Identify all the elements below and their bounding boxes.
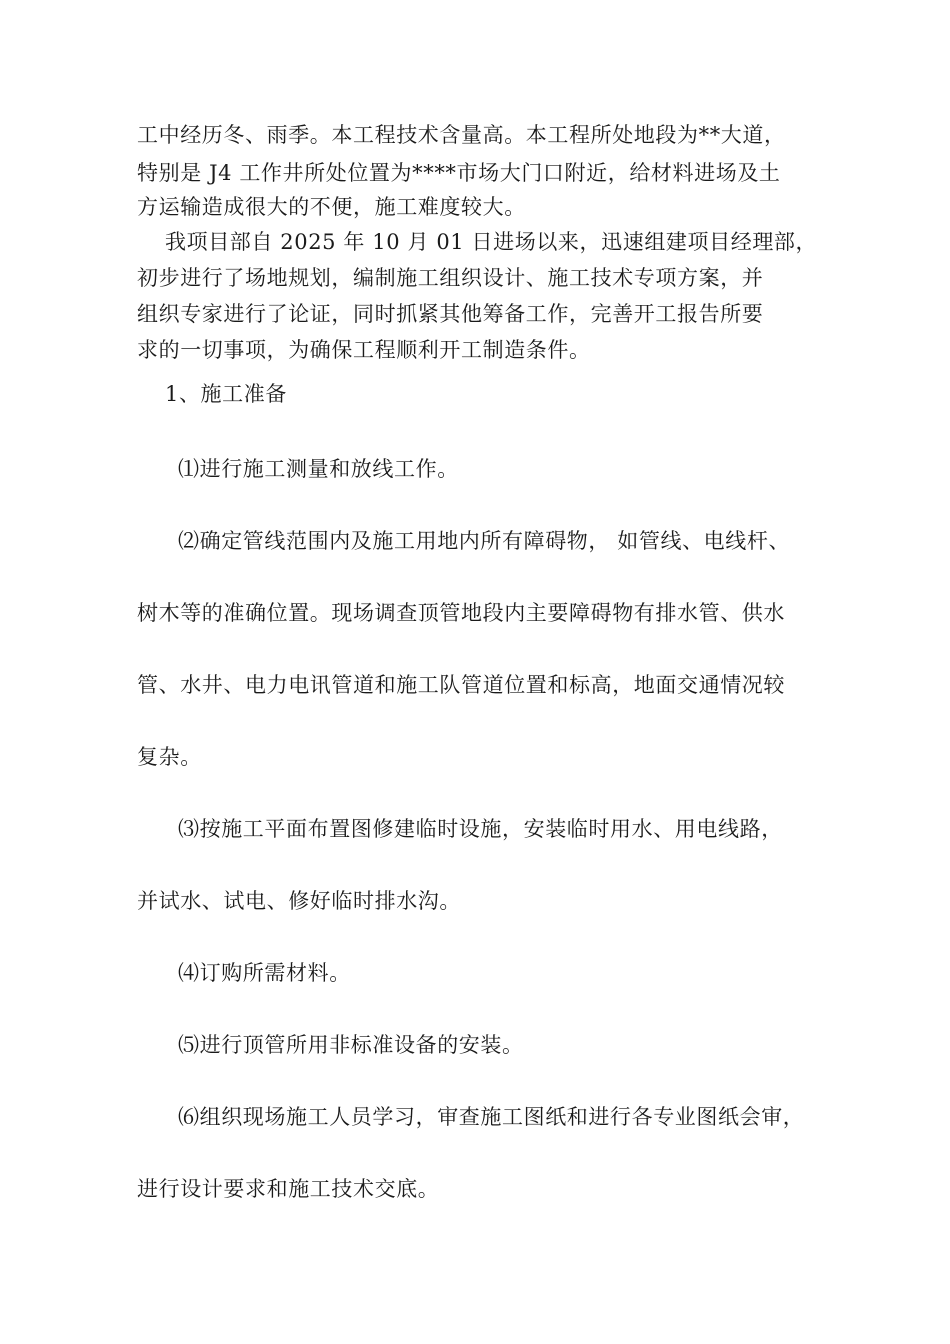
section-heading: 1、施工准备: [165, 382, 287, 406]
list-item-5: ⑸进行顶管所用非标准设备的安装。: [178, 1033, 524, 1057]
list-item-2-line-4: 复杂。: [137, 745, 202, 769]
list-item-6-line-1: ⑹组织现场施工人员学习，审查施工图纸和进行各专业图纸会审，: [178, 1105, 805, 1129]
list-item-3-line-2: 并试水、试电、修好临时排水沟。: [137, 889, 461, 913]
list-item-4: ⑷订购所需材料。: [178, 961, 351, 985]
list-item-2-line-1: ⑵确定管线范围内及施工用地内所有障碍物， 如管线、电线杆、: [178, 529, 791, 553]
progress-line-2: 初步进行了场地规划，编制施工组织设计、施工技术专项方案，并: [137, 266, 764, 290]
intro-line-1: 工中经历冬、雨季。本工程技术含量高。本工程所处地段为**大道，: [137, 123, 786, 147]
progress-line-4: 求的一切事项，为确保工程顺利开工制造条件。: [137, 338, 591, 362]
progress-line-1: 我项目部自 2025 年 10 月 01 日进场以来，迅速组建项目经理部，: [165, 230, 818, 254]
list-item-1: ⑴进行施工测量和放线工作。: [178, 457, 459, 481]
intro-line-3: 方运输造成很大的不便，施工难度较大。: [137, 195, 526, 219]
list-item-2-line-2: 树木等的准确位置。现场调查顶管地段内主要障碍物有排水管、供水: [137, 601, 785, 625]
list-item-2-line-3: 管、水井、电力电讯管道和施工队管道位置和标高，地面交通情况较: [137, 673, 785, 697]
list-item-6-line-2: 进行设计要求和施工技术交底。: [137, 1177, 440, 1201]
progress-line-3: 组织专家进行了论证，同时抓紧其他筹备工作，完善开工报告所要: [137, 302, 764, 326]
intro-line-2: 特别是 J4 工作井所处位置为****市场大门口附近，给材料进场及土: [137, 161, 781, 185]
list-item-3-line-1: ⑶按施工平面布置图修建临时设施，安装临时用水、用电线路，: [178, 817, 783, 841]
